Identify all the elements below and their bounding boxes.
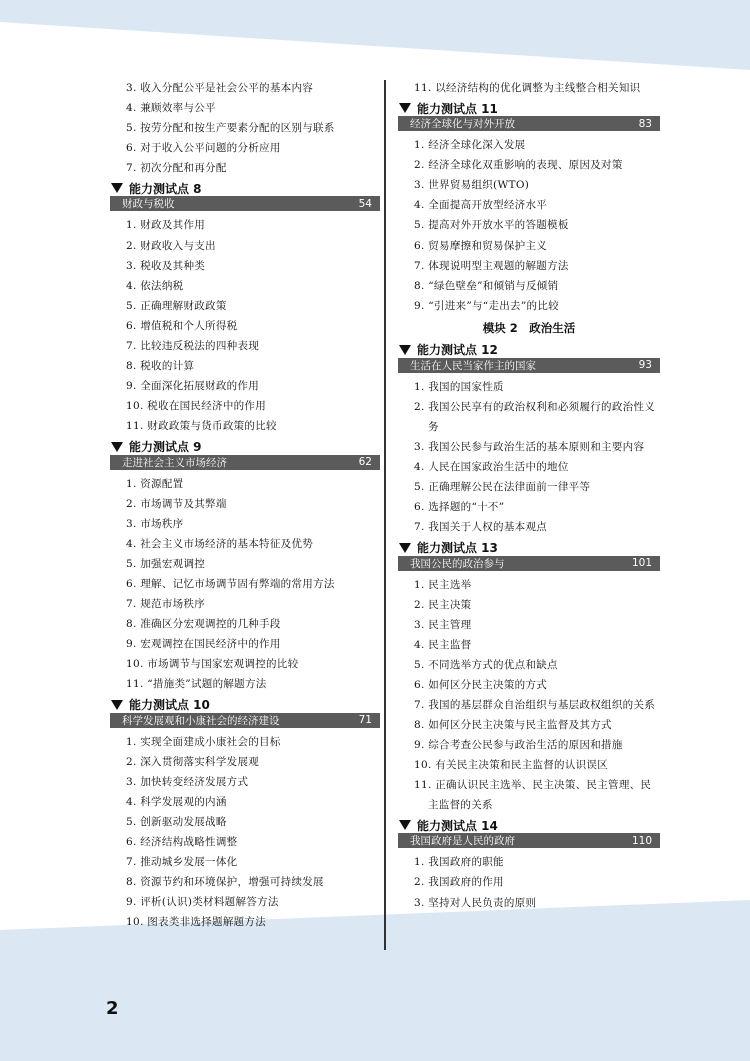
toc-item[interactable]: 1. 实现全面建成小康社会的目标 [126, 735, 281, 748]
toc-item[interactable]: 11. 以经济结构的优化调整为主线整合相关知识 [414, 82, 641, 94]
toc-item[interactable]: 3. 税收及其种类 [126, 259, 206, 272]
section-heading [398, 817, 660, 833]
toc-item[interactable]: 9. 综合考查公民参与政治生活的原因和措施 [414, 739, 623, 752]
toc-item[interactable]: 3. 收入分配公平是社会公平的基本内容 [126, 82, 314, 94]
triangle-icon [111, 442, 123, 452]
toc-item[interactable]: 3. 我国公民参与政治生活的基本原则和主要内容 [414, 441, 645, 454]
right-column [398, 78, 660, 913]
section-page-number: 101 [631, 557, 652, 569]
toc-item[interactable]: 8. 税收的计算 [126, 360, 195, 373]
section-heading-text: 能力测试点 8 [129, 181, 202, 196]
triangle-icon [399, 345, 411, 355]
section-heading-text: 能力测试点 9 [129, 440, 202, 454]
section-topic-bar[interactable] [398, 116, 660, 131]
section-heading [398, 540, 660, 556]
toc-item[interactable]: 3. 民主管理 [414, 618, 472, 631]
section-heading-text: 能力测试点 13 [417, 541, 498, 555]
toc-item[interactable]: 5. 正确理解公民在法律面前一律平等 [414, 481, 591, 494]
toc-item[interactable]: 6. 对于收入公平问题的分析应用 [126, 142, 281, 155]
section-topic-bar[interactable] [110, 455, 380, 470]
toc-item[interactable]: 6. 选择题的“十不” [414, 501, 505, 514]
toc-item[interactable]: 8. “绿色壁垒”和倾销与反倾销 [414, 279, 559, 292]
toc-item[interactable]: 7. 我国的基层群众自治组织与基层政权组织的关系 [414, 699, 656, 712]
section-topic: 财政与税收 [122, 198, 175, 211]
toc-item[interactable]: 5. 按劳分配和按生产要素分配的区别与联系 [126, 122, 335, 135]
section-8 [110, 180, 380, 211]
section-topic: 我国公民的政治参与 [410, 557, 505, 570]
section-heading-text: 能力测试点 14 [417, 818, 498, 833]
section-page-number: 83 [638, 117, 652, 130]
toc-item[interactable]: 9. “引进来”与“走出去”的比较 [414, 299, 559, 312]
section-13 [398, 540, 660, 571]
toc-item[interactable]: 4. 科学发展观的内涵 [126, 795, 227, 808]
toc-item[interactable]: 7. 初次分配和再分配 [126, 162, 227, 175]
toc-item[interactable]: 7. 推动城乡发展一体化 [126, 856, 238, 869]
toc-item[interactable]: 9. 全面深化拓展财政的作用 [126, 380, 260, 393]
section-10 [110, 697, 380, 728]
toc-item[interactable]: 1. 经济全球化深入发展 [414, 139, 526, 152]
toc-item[interactable]: 6. 贸易摩擦和贸易保护主义 [414, 239, 548, 252]
section-9 [110, 439, 380, 470]
section-page-number: 110 [631, 834, 652, 847]
section-page-number: 93 [638, 359, 652, 372]
toc-item[interactable]: 2. 我国政府的作用 [414, 876, 504, 889]
toc-item[interactable]: 4. 依法纳税 [126, 279, 184, 292]
section-heading-text: 能力测试点 11 [417, 101, 498, 116]
toc-item[interactable]: 2. 深入贯彻落实科学发展观 [126, 755, 260, 768]
column-divider [384, 80, 386, 950]
toc-item[interactable]: 11. 正确认识民主选举、民主决策、民主管理、民主监督的关系 [414, 779, 652, 812]
section-heading [398, 100, 660, 116]
module-title: 模块 2 政治生活 [482, 320, 576, 335]
toc-item[interactable]: 3. 坚持对人民负责的原则 [414, 896, 537, 909]
section-topic-bar[interactable] [398, 833, 660, 848]
section-page-number: 62 [358, 456, 372, 468]
toc-item[interactable]: 2. 经济全球化双重影响的表现、原因及对策 [414, 159, 623, 172]
section-14 [398, 817, 660, 848]
toc-item[interactable]: 5. 创新驱动发展战略 [126, 815, 227, 828]
toc-item[interactable]: 5. 加强宏观调控 [126, 557, 206, 570]
toc-item[interactable]: 2. 市场调节及其弊端 [126, 497, 227, 510]
toc-item[interactable]: 4. 民主监督 [414, 638, 472, 651]
toc-item[interactable]: 11. “措施类”试题的解题方法 [126, 678, 267, 691]
section-12 [398, 342, 660, 373]
toc-item[interactable]: 6. 经济结构战略性调整 [126, 836, 238, 848]
toc-item[interactable]: 11. 财政政策与货币政策的比较 [126, 420, 277, 433]
section-topic-bar[interactable] [398, 358, 660, 373]
toc-item[interactable]: 9. 评析(认识)类材料题解答方法 [126, 896, 279, 909]
toc-item[interactable]: 7. 体现说明型主观题的解题方法 [414, 259, 569, 272]
section-page-number: 54 [358, 197, 372, 210]
toc-item[interactable]: 4. 社会主义市场经济的基本特征及优势 [126, 537, 314, 550]
toc-item[interactable]: 7. 规范市场秩序 [126, 598, 206, 611]
section-heading [110, 439, 380, 455]
section-topic: 生活在人民当家作主的国家 [410, 359, 536, 372]
triangle-icon [399, 820, 411, 830]
toc-item[interactable]: 6. 如何区分民主决策的方式 [414, 678, 548, 691]
section-11 [398, 100, 660, 131]
toc-item[interactable]: 8. 资源节约和环境保护，增强可持续发展 [126, 876, 324, 889]
section-heading-text: 能力测试点 12 [417, 343, 498, 358]
toc-item[interactable]: 8. 如何区分民主决策与民主监督及其方式 [414, 719, 612, 732]
section-page-number: 71 [358, 714, 372, 727]
page-number: 2 [106, 998, 119, 1019]
toc-item[interactable]: 3. 市场秩序 [126, 517, 184, 530]
toc-item[interactable]: 7. 比较违反税法的四种表现 [126, 340, 260, 353]
section-topic-bar[interactable] [110, 196, 380, 211]
toc-item[interactable]: 5. 正确理解财政政策 [126, 299, 227, 312]
toc-item[interactable]: 1. 资源配置 [126, 477, 184, 490]
toc-item[interactable]: 4. 全面提高开放型经济水平 [414, 199, 548, 212]
triangle-icon [399, 103, 411, 113]
toc-item[interactable]: 1. 我国政府的职能 [414, 856, 504, 869]
section-topic: 我国政府是人民的政府 [410, 835, 515, 848]
toc-item[interactable]: 10. 税收在国民经济中的作用 [126, 400, 267, 413]
section-topic: 走进社会主义市场经济 [122, 456, 227, 469]
toc-item[interactable]: 2. 我国公民享有的政治权利和必须履行的政治性义务 [414, 401, 656, 434]
section-heading [110, 180, 380, 196]
toc-item[interactable]: 10. 有关民主决策和民主监督的认识误区 [414, 759, 609, 772]
toc-item[interactable]: 1. 民主选举 [414, 578, 472, 591]
section-topic-bar[interactable] [110, 713, 380, 728]
triangle-icon [399, 543, 411, 553]
section-topic-bar[interactable] [398, 556, 660, 571]
section-heading [110, 697, 380, 713]
toc-item[interactable]: 6. 理解、记忆市场调节固有弊端的常用方法 [126, 577, 335, 590]
toc-item[interactable]: 3. 加快转变经济发展方式 [126, 775, 249, 788]
toc-item[interactable]: 3. 世界贸易组织(WTO) [414, 179, 530, 192]
toc-item[interactable]: 8. 准确区分宏观调控的几种手段 [126, 618, 281, 631]
toc-item[interactable]: 5. 提高对外开放水平的答题模板 [414, 219, 569, 232]
toc-item[interactable]: 4. 兼顾效率与公平 [126, 102, 216, 115]
section-topic: 科学发展观和小康社会的经济建设 [122, 714, 280, 727]
top-decorative-band [0, 0, 750, 70]
section-heading [398, 342, 660, 358]
triangle-icon [111, 183, 123, 193]
toc-item[interactable]: 7. 我国关于人权的基本观点 [414, 521, 548, 534]
triangle-icon [111, 700, 123, 710]
toc-item[interactable]: 4. 人民在国家政治生活中的地位 [414, 461, 569, 474]
toc-item[interactable]: 9. 宏观调控在国民经济中的作用 [126, 638, 281, 651]
toc-item[interactable]: 10. 市场调节与国家宏观调控的比较 [126, 658, 299, 671]
toc-item[interactable]: 6. 增值税和个人所得税 [126, 319, 238, 332]
toc-item[interactable]: 5. 不同选举方式的优点和缺点 [414, 658, 558, 671]
left-column [110, 78, 380, 932]
toc-item[interactable]: 1. 我国的国家性质 [414, 380, 504, 393]
toc-item[interactable]: 2. 财政收入与支出 [126, 239, 216, 252]
section-heading-text: 能力测试点 10 [129, 698, 210, 713]
toc-item[interactable]: 10. 图表类非选择题解题方法 [126, 916, 267, 929]
toc-item[interactable]: 1. 财政及其作用 [126, 219, 206, 232]
section-topic: 经济全球化与对外开放 [410, 118, 515, 131]
toc-item[interactable]: 2. 民主决策 [414, 598, 472, 611]
